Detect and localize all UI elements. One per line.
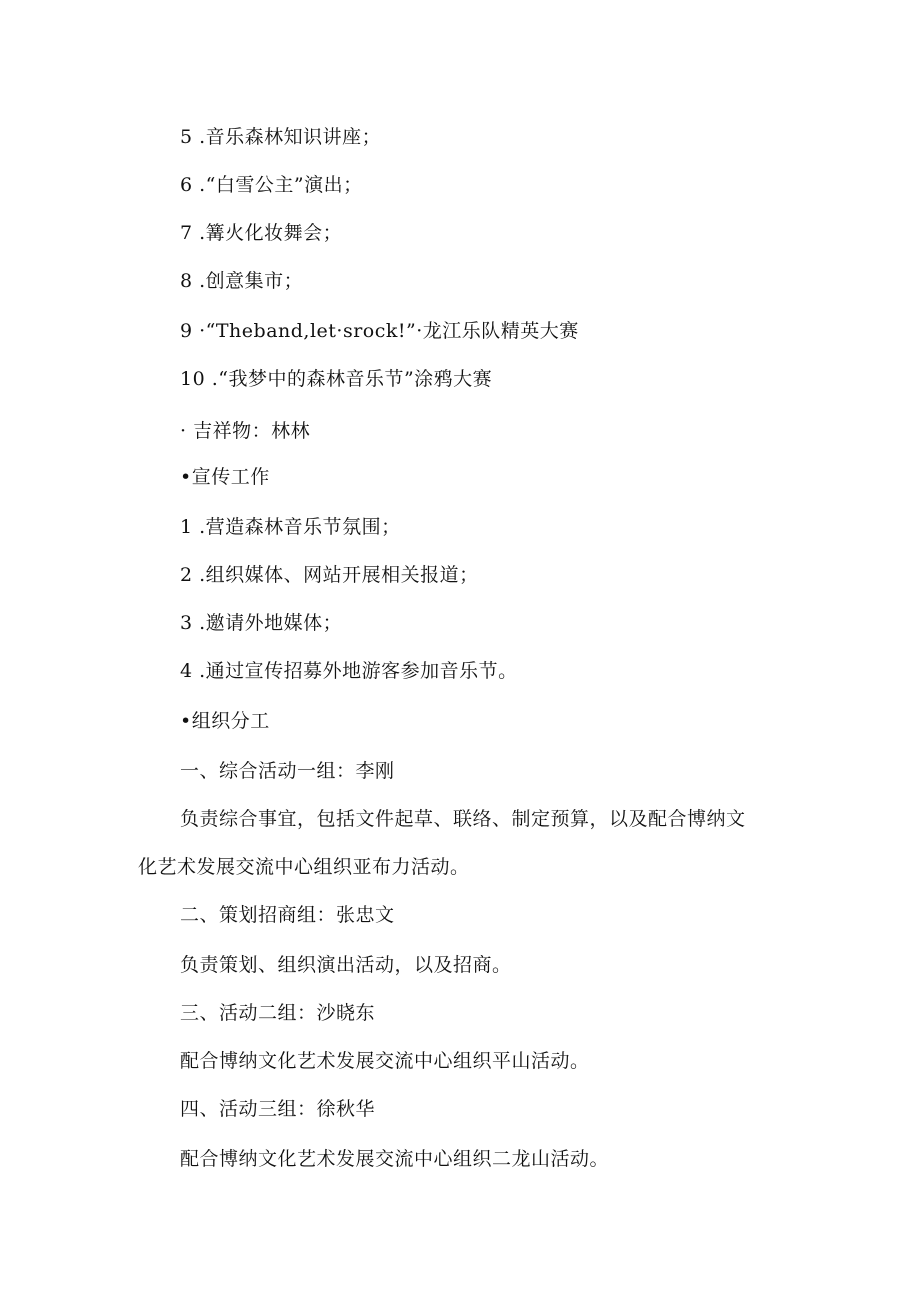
group-4-heading: 四、活动三组：徐秋华 [180, 1098, 376, 1120]
program-item-5: 5 .音乐森林知识讲座； [180, 126, 382, 148]
mascot-line: · 吉祥物：林林 [180, 420, 311, 442]
publicity-item-1: 1 .营造森林音乐节氛围； [180, 516, 401, 538]
publicity-item-3: 3 .邀请外地媒体； [180, 612, 343, 634]
group-1-description: 负责综合事宜，包括文件起草、联络、制定预算，以及配合博纳文 [180, 808, 746, 830]
program-item-8: 8 .创意集市； [180, 270, 304, 292]
publicity-item-2: 2 .组织媒体、网站开展相关报道； [180, 564, 479, 586]
group-3-description: 配合博纳文化艺术发展交流中心组织平山活动。 [180, 1050, 590, 1072]
group-2-description: 负责策划、组织演出活动，以及招商。 [180, 954, 512, 976]
group-4-description: 配合博纳文化艺术发展交流中心组织二龙山活动。 [180, 1148, 610, 1170]
publicity-item-4: 4 .通过宣传招募外地游客参加音乐节。 [180, 660, 518, 682]
program-item-10: 10 .“我梦中的森林音乐节”涂鸦大赛 [180, 368, 493, 390]
group-2-heading: 二、策划招商组：张忠文 [180, 904, 395, 926]
program-item-9: 9 ·“Theband,let·srock!”·龙江乐队精英大赛 [180, 320, 579, 342]
group-1-heading: 一、综合活动一组：李刚 [180, 760, 395, 782]
section-heading-division: •组织分工 [180, 710, 270, 732]
program-item-7: 7 .篝火化妆舞会； [180, 222, 343, 244]
group-1-description-continued: 化艺术发展交流中心组织亚布力活动。 [138, 856, 470, 878]
group-3-heading: 三、活动二组：沙晓东 [180, 1002, 376, 1024]
program-item-6: 6 .“白雪公主”演出； [180, 174, 363, 196]
section-heading-publicity: •宣传工作 [180, 466, 270, 488]
